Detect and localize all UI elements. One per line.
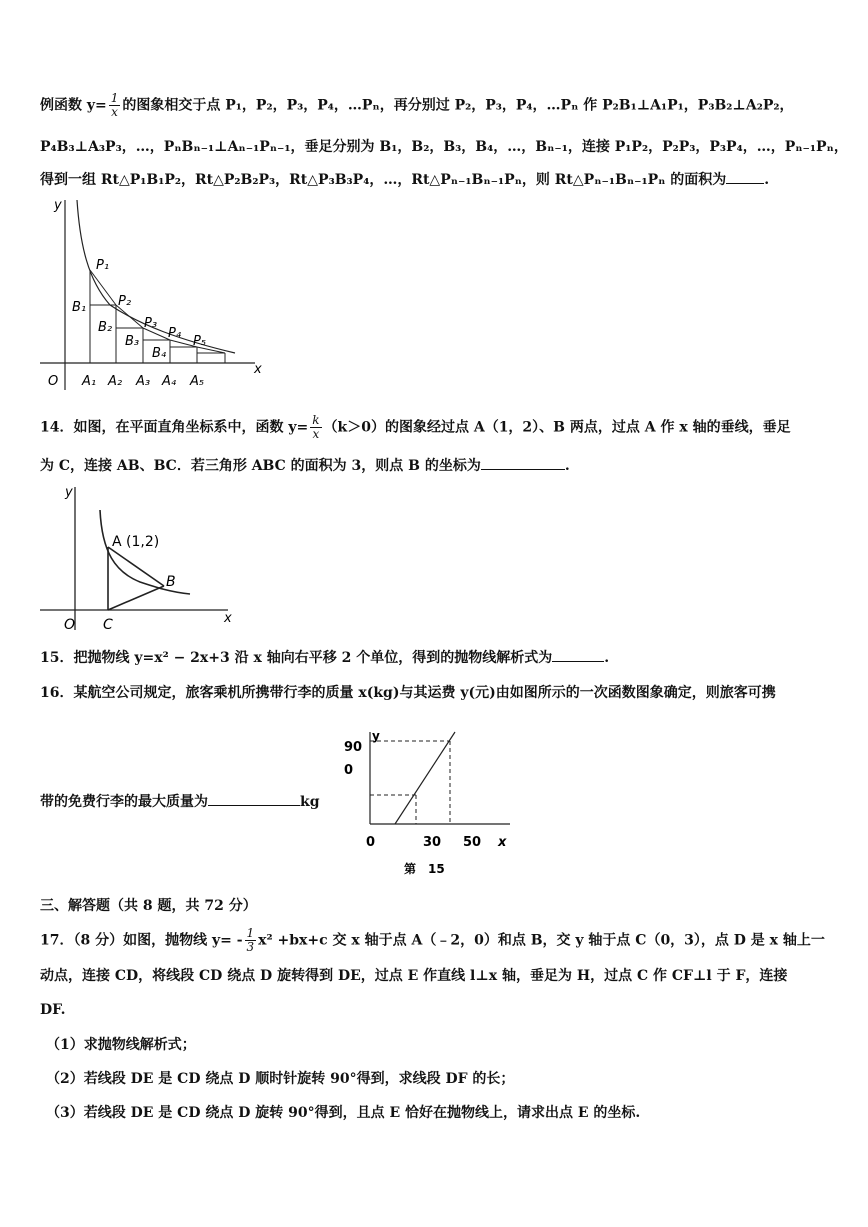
q13-a5-label: A₅ [190,374,205,389]
q13-p2-label: P₂ [118,294,132,309]
q16-line2: 带的免费行李的最大质量为 kg [40,794,320,810]
q16-tick-x0: 0 [366,835,376,850]
q16-x-label: x [498,835,507,850]
q17-line1: 17．（8 分）如图，抛物线 y= - $\frac{1}{3}$ x² +bx+c 交 x 轴于点 A（﹣2，0）和点 B，交 y 轴于点 C（0，3），点 D 是 x 轴上一 [40,926,825,954]
q14-curve [100,510,190,594]
q13-answer-blank[interactable] [726,183,764,184]
q14-y-label: y [65,485,73,500]
q17-fraction: $\frac{1}{3}$ [246,926,255,954]
q16-tick-30: 30 [423,835,442,850]
q13-b1-label: B₁ [72,300,87,315]
q17-sub2: （2）若线段 DE 是 CD 绕点 D 顺时针旋转 90°得到，求线段 DF 的长； [46,1071,515,1087]
q13-line1 [40,92,794,119]
q16-caption: 第 15 [404,862,445,876]
q13-a4-label: A₄ [162,374,177,389]
q13-line2: P₄B₃⊥A₃P₃，…，PₙBₙ₋₁⊥Aₙ₋₁Pₙ₋₁，垂足分别为 B₁，B₂，B₃，B₄，…，Bₙ₋₁，连接 P₁P₂，P₂P₃，P₃P₄，…，Pₙ₋₁Pₙ， [40,139,848,155]
q14-point-b-label: B [166,574,176,590]
q13-y-label: y [54,198,62,213]
q13-b2-label: B₂ [98,320,113,335]
q13-b4-label: B₄ [152,346,167,361]
q14-point-c-label: C [103,617,113,632]
q13-text-b: 的图象相交于点 P₁，P₂，P₃，P₄，…Pₙ，再分别过 P₂，P₃，P₄，…Pₙ 作 P₂B₁⊥A₁P₁，P₃B₂⊥A₂P₂， [122,97,794,114]
q17-line3: DF. [40,1002,66,1018]
q13-p3-label: P₃ [144,316,158,331]
q14-answer-blank[interactable] [481,469,565,470]
q15-line: 15．把抛物线 y=x² − 2x+3 沿 x 轴向右平移 2 个单位，得到的抛物线解析式为 . [40,650,610,666]
q13-x-label: x [254,362,262,377]
q14-fraction: $\frac{k}{x}$ [312,413,320,441]
q13-p1-label: P₁ [96,258,110,273]
q13-a2-label: A₂ [108,374,123,389]
q13-fraction: $\frac{1}{x}$ [110,91,119,119]
q16-tick-50: 50 [463,835,482,850]
q14-x-label: x [224,611,232,626]
q16-tick-90: 90 [344,740,363,755]
q14-line2: 为 C，连接 AB、BC．若三角形 ABC 的面积为 3，则点 B 的坐标为 . [40,458,570,474]
q13-origin-label: O [48,374,59,389]
q13-b3-label: B₃ [125,334,140,349]
q14-figure [40,482,250,632]
section3-heading: 三、解答题（共 8 题，共 72 分） [40,898,257,914]
q17-sub1: （1）求抛物线解析式； [46,1037,196,1053]
q17-line2: 动点，连接 CD，将线段 CD 绕点 D 旋转得到 DE，过点 E 作直线 l⊥x 轴，垂足为 H，过点 C 作 CF⊥l 于 F，连接 [40,968,788,984]
q13-p4-label: P₄ [168,326,182,341]
q15-answer-blank[interactable] [552,661,604,662]
q16-tick-y0: 0 [344,763,354,778]
q16-answer-blank[interactable] [208,805,300,806]
q16-line1: 16．某航空公司规定，旅客乘机所携带行李的质量 x(kg)与其运费 y(元)由如图所示的一次函数图象确定，则旅客可携 [40,685,776,701]
q13-a3-label: A₃ [136,374,151,389]
q13-line3: 得到一组 Rt△P₁B₁P₂，Rt△P₂B₂P₃，Rt△P₃B₃P₄，…，Rt△Pₙ₋₁Bₙ₋₁Pₙ，则 Rt△Pₙ₋₁Bₙ₋₁Pₙ 的面积为 . [40,172,770,188]
q14-point-a-label: A (1,2) [112,534,160,550]
q13-figure [40,195,270,395]
q16-graph-line [395,732,455,824]
q16-y-label: y [372,729,380,743]
q14-line1: 14．如图，在平面直角坐标系中，函数 y= $\frac{k}{x}$ （k＞0）的图象经过点 A（1，2）、B 两点，过点 A 作 x 轴的垂线，垂足 [40,413,791,441]
q13-p5-label: P₅ [193,334,207,349]
q16-figure [340,724,520,884]
q13-text-a: 例函数 y= [40,97,107,114]
q13-a1-label: A₁ [82,374,97,389]
q14-origin-label: O [64,617,76,632]
q17-sub3: （3）若线段 DE 是 CD 绕点 D 旋转 90°得到，且点 E 恰好在抛物线上，请求出点 E 的坐标. [46,1105,641,1121]
